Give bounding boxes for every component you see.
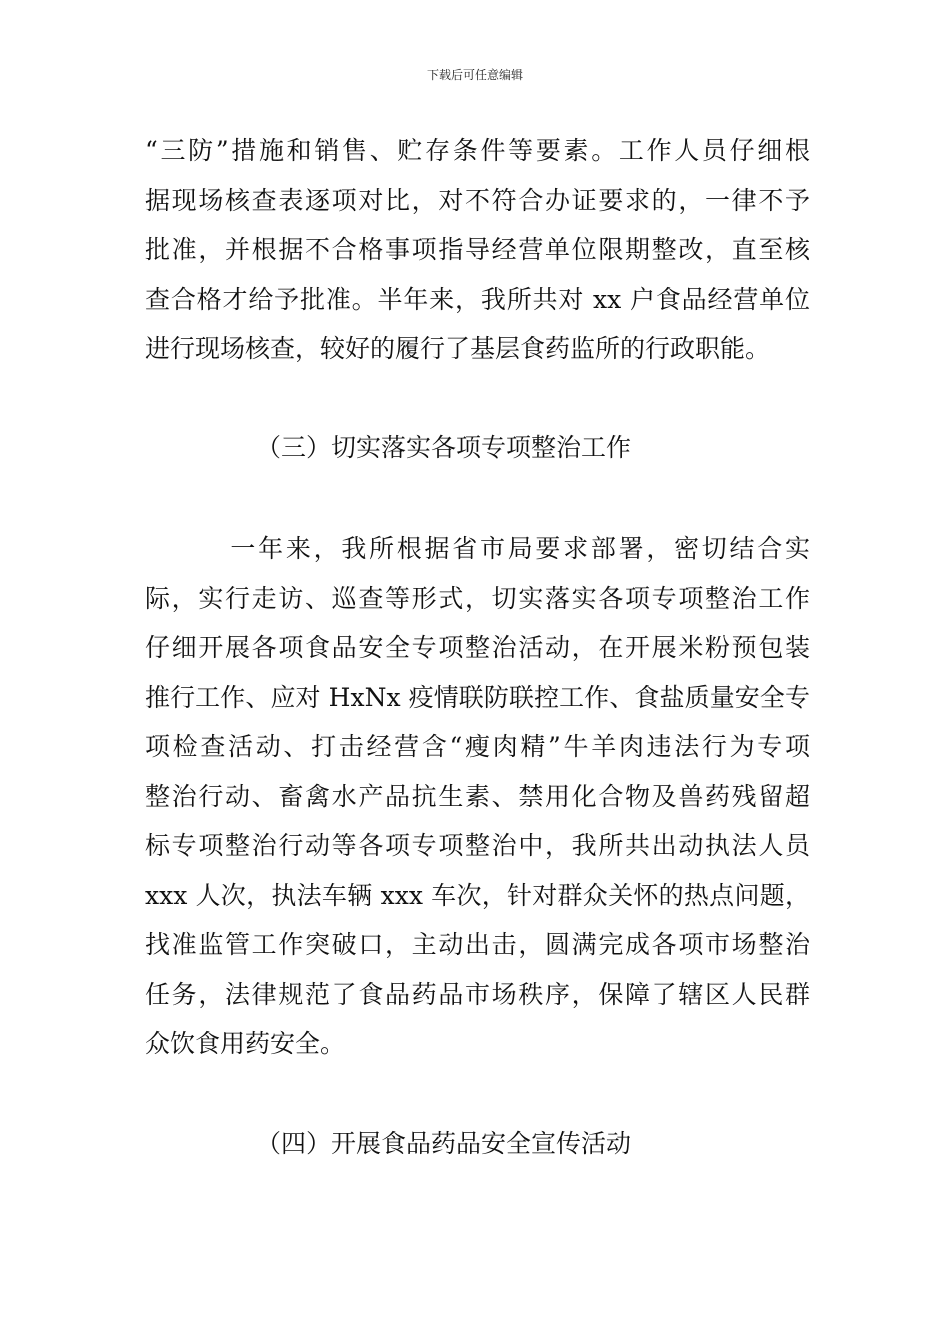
text-line: 推行工作、应对 HxNx 疫情联防联控工作、食盐质量安全专 [145, 682, 810, 712]
text-line: 查合格才给予批准。半年来，我所共对 xx 户食品经营单位 [145, 284, 810, 314]
paragraph-license-inspection [145, 126, 810, 374]
text-line: 际，实行走访、巡查等形式，切实落实各项专项整治工作 [145, 583, 810, 613]
section-heading-4: （四）开展食品药品安全宣传活动 [256, 1129, 632, 1158]
text-line: 进行现场核查，较好的履行了基层食药监所的行政职能。 [145, 334, 771, 363]
text-line: 任务，法律规范了食品药品市场秩序，保障了辖区人民群 [145, 979, 810, 1009]
paragraph-special-rectification [145, 524, 810, 1069]
text-line: “三防”措施和销售、贮存条件等要素。工作人员仔细根 [145, 136, 810, 165]
page-header-note: 下载后可任意编辑 [426, 68, 523, 82]
text-line: 仔细开展各项食品安全专项整治活动，在开展米粉预包装 [145, 633, 810, 662]
text-line: 众饮食用药安全。 [145, 1029, 346, 1058]
text-line: 批准，并根据不合格事项指导经营单位限期整改，直至核 [145, 235, 810, 264]
text-line: 据现场核查表逐项对比，对不符合办证要求的，一律不予 [145, 185, 810, 215]
text-line: 一年来，我所根据省市局要求部署，密切结合实 [145, 534, 810, 563]
section-heading-3: （三）切实落实各项专项整治工作 [256, 433, 632, 462]
text-line: 标专项整治行动等各项专项整治中，我所共出动执法人员 [145, 831, 810, 860]
text-line: xxx 人次，执法车辆 xxx 车次，针对群众关怀的热点问题， [145, 880, 810, 910]
text-line: 找准监管工作突破口，主动出击，圆满完成各项市场整治 [145, 930, 810, 959]
text-line: 整治行动、畜禽水产品抗生素、禁用化合物及兽药残留超 [145, 781, 810, 811]
text-line: 项检查活动、打击经营含“瘦肉精”牛羊肉违法行为专项 [145, 732, 810, 761]
